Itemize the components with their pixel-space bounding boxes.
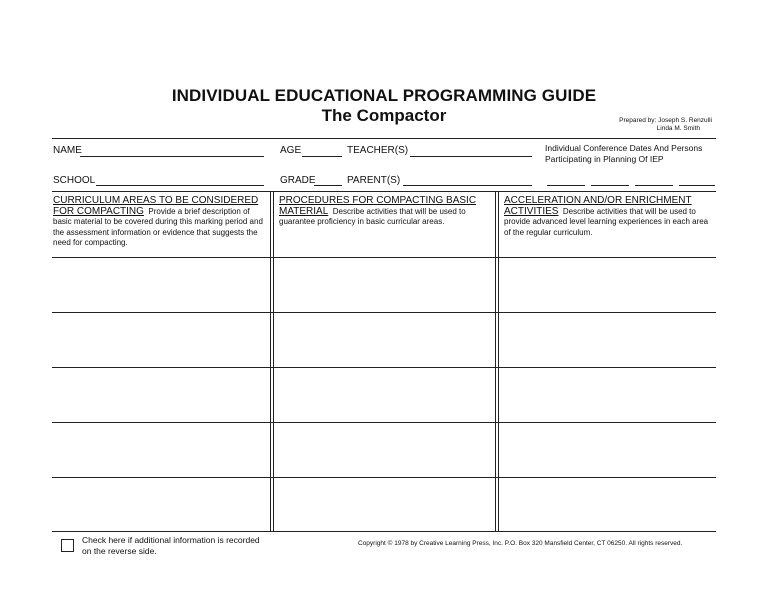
column-header-curriculum-title1: CURRICULUM AREAS TO BE CONSIDERED	[53, 195, 259, 206]
copyright-notice: Copyright © 1978 by Creative Learning Press, Inc. P.O. Box 320 Mansfield Center, CT 06250. All rights reserved.	[358, 540, 683, 547]
column-divider-2	[495, 191, 496, 532]
row-rule-1	[52, 257, 716, 258]
document-title: INDIVIDUAL EDUCATIONAL PROGRAMMING GUIDE	[171, 86, 597, 105]
conference-line2: Participating in Planning Of IEP	[545, 153, 664, 164]
age-field[interactable]	[302, 156, 342, 157]
column-header-curriculum-title2: FOR COMPACTING	[53, 205, 144, 217]
checkbox-note	[82, 535, 282, 557]
conference-blank-2[interactable]	[591, 185, 629, 186]
column-header-curriculum	[53, 196, 267, 249]
teacher-label: TEACHER(S)	[347, 145, 409, 156]
column-divider-1b	[273, 191, 274, 532]
column-divider-1	[270, 191, 271, 532]
conference-heading	[545, 143, 725, 164]
column-header-acceleration-title2: ACTIVITIES	[504, 205, 559, 217]
grade-label: GRADE	[280, 175, 316, 186]
parent-field[interactable]	[403, 185, 532, 186]
name-field[interactable]	[80, 156, 264, 157]
age-label: AGE	[280, 145, 302, 156]
row-rule-3	[52, 367, 716, 368]
parent-label: PARENT(S)	[347, 175, 401, 186]
grade-field[interactable]	[314, 185, 342, 186]
column-header-curriculum-desc: Provide a brief description of basic material to be covered during this marking period and the assessment information or evidence that suggests the need for compacting.	[53, 206, 263, 247]
school-label: SCHOOL	[53, 175, 96, 186]
name-label: NAME	[53, 145, 82, 156]
conference-blank-1[interactable]	[547, 185, 585, 186]
school-field[interactable]	[96, 185, 264, 186]
row-rule-2	[52, 312, 716, 313]
prepared-by-line2: Linda M. Smith	[656, 125, 700, 132]
column-divider-2b	[498, 191, 499, 532]
top-rule	[52, 138, 716, 139]
prepared-by-line1: Prepared by: Joseph S. Renzulli	[619, 117, 712, 124]
document-subtitle: The Compactor	[321, 106, 447, 125]
conference-blank-3[interactable]	[635, 185, 673, 186]
checkbox-note-line2: on the reverse side.	[82, 546, 157, 556]
grid-top-rule	[52, 191, 716, 192]
column-header-procedures-title1: PROCEDURES FOR COMPACTING BASIC	[279, 195, 477, 206]
row-rule-4	[52, 422, 716, 423]
column-header-acceleration	[504, 196, 714, 238]
teacher-field[interactable]	[410, 156, 532, 157]
row-rule-5	[52, 477, 716, 478]
reverse-side-checkbox[interactable]	[61, 539, 74, 552]
column-header-procedures	[279, 196, 491, 228]
column-header-procedures-title2: MATERIAL	[279, 205, 329, 217]
column-header-acceleration-desc: Describe activities that will be used to provide advanced level learning experiences in each area of the regular curriculum.	[504, 206, 709, 237]
column-header-procedures-desc: Describe activities that will be used to guarantee proficiency in basic curricular areas.	[279, 206, 466, 226]
checkbox-note-line1: Check here if additional information is recorded	[82, 535, 260, 545]
conference-line1: Individual Conference Dates And Persons	[545, 143, 703, 153]
column-header-acceleration-title1: ACCELERATION AND/OR ENRICHMENT	[504, 195, 692, 206]
bottom-rule	[52, 531, 716, 532]
conference-blank-4[interactable]	[679, 185, 715, 186]
prepared-by	[612, 117, 712, 133]
